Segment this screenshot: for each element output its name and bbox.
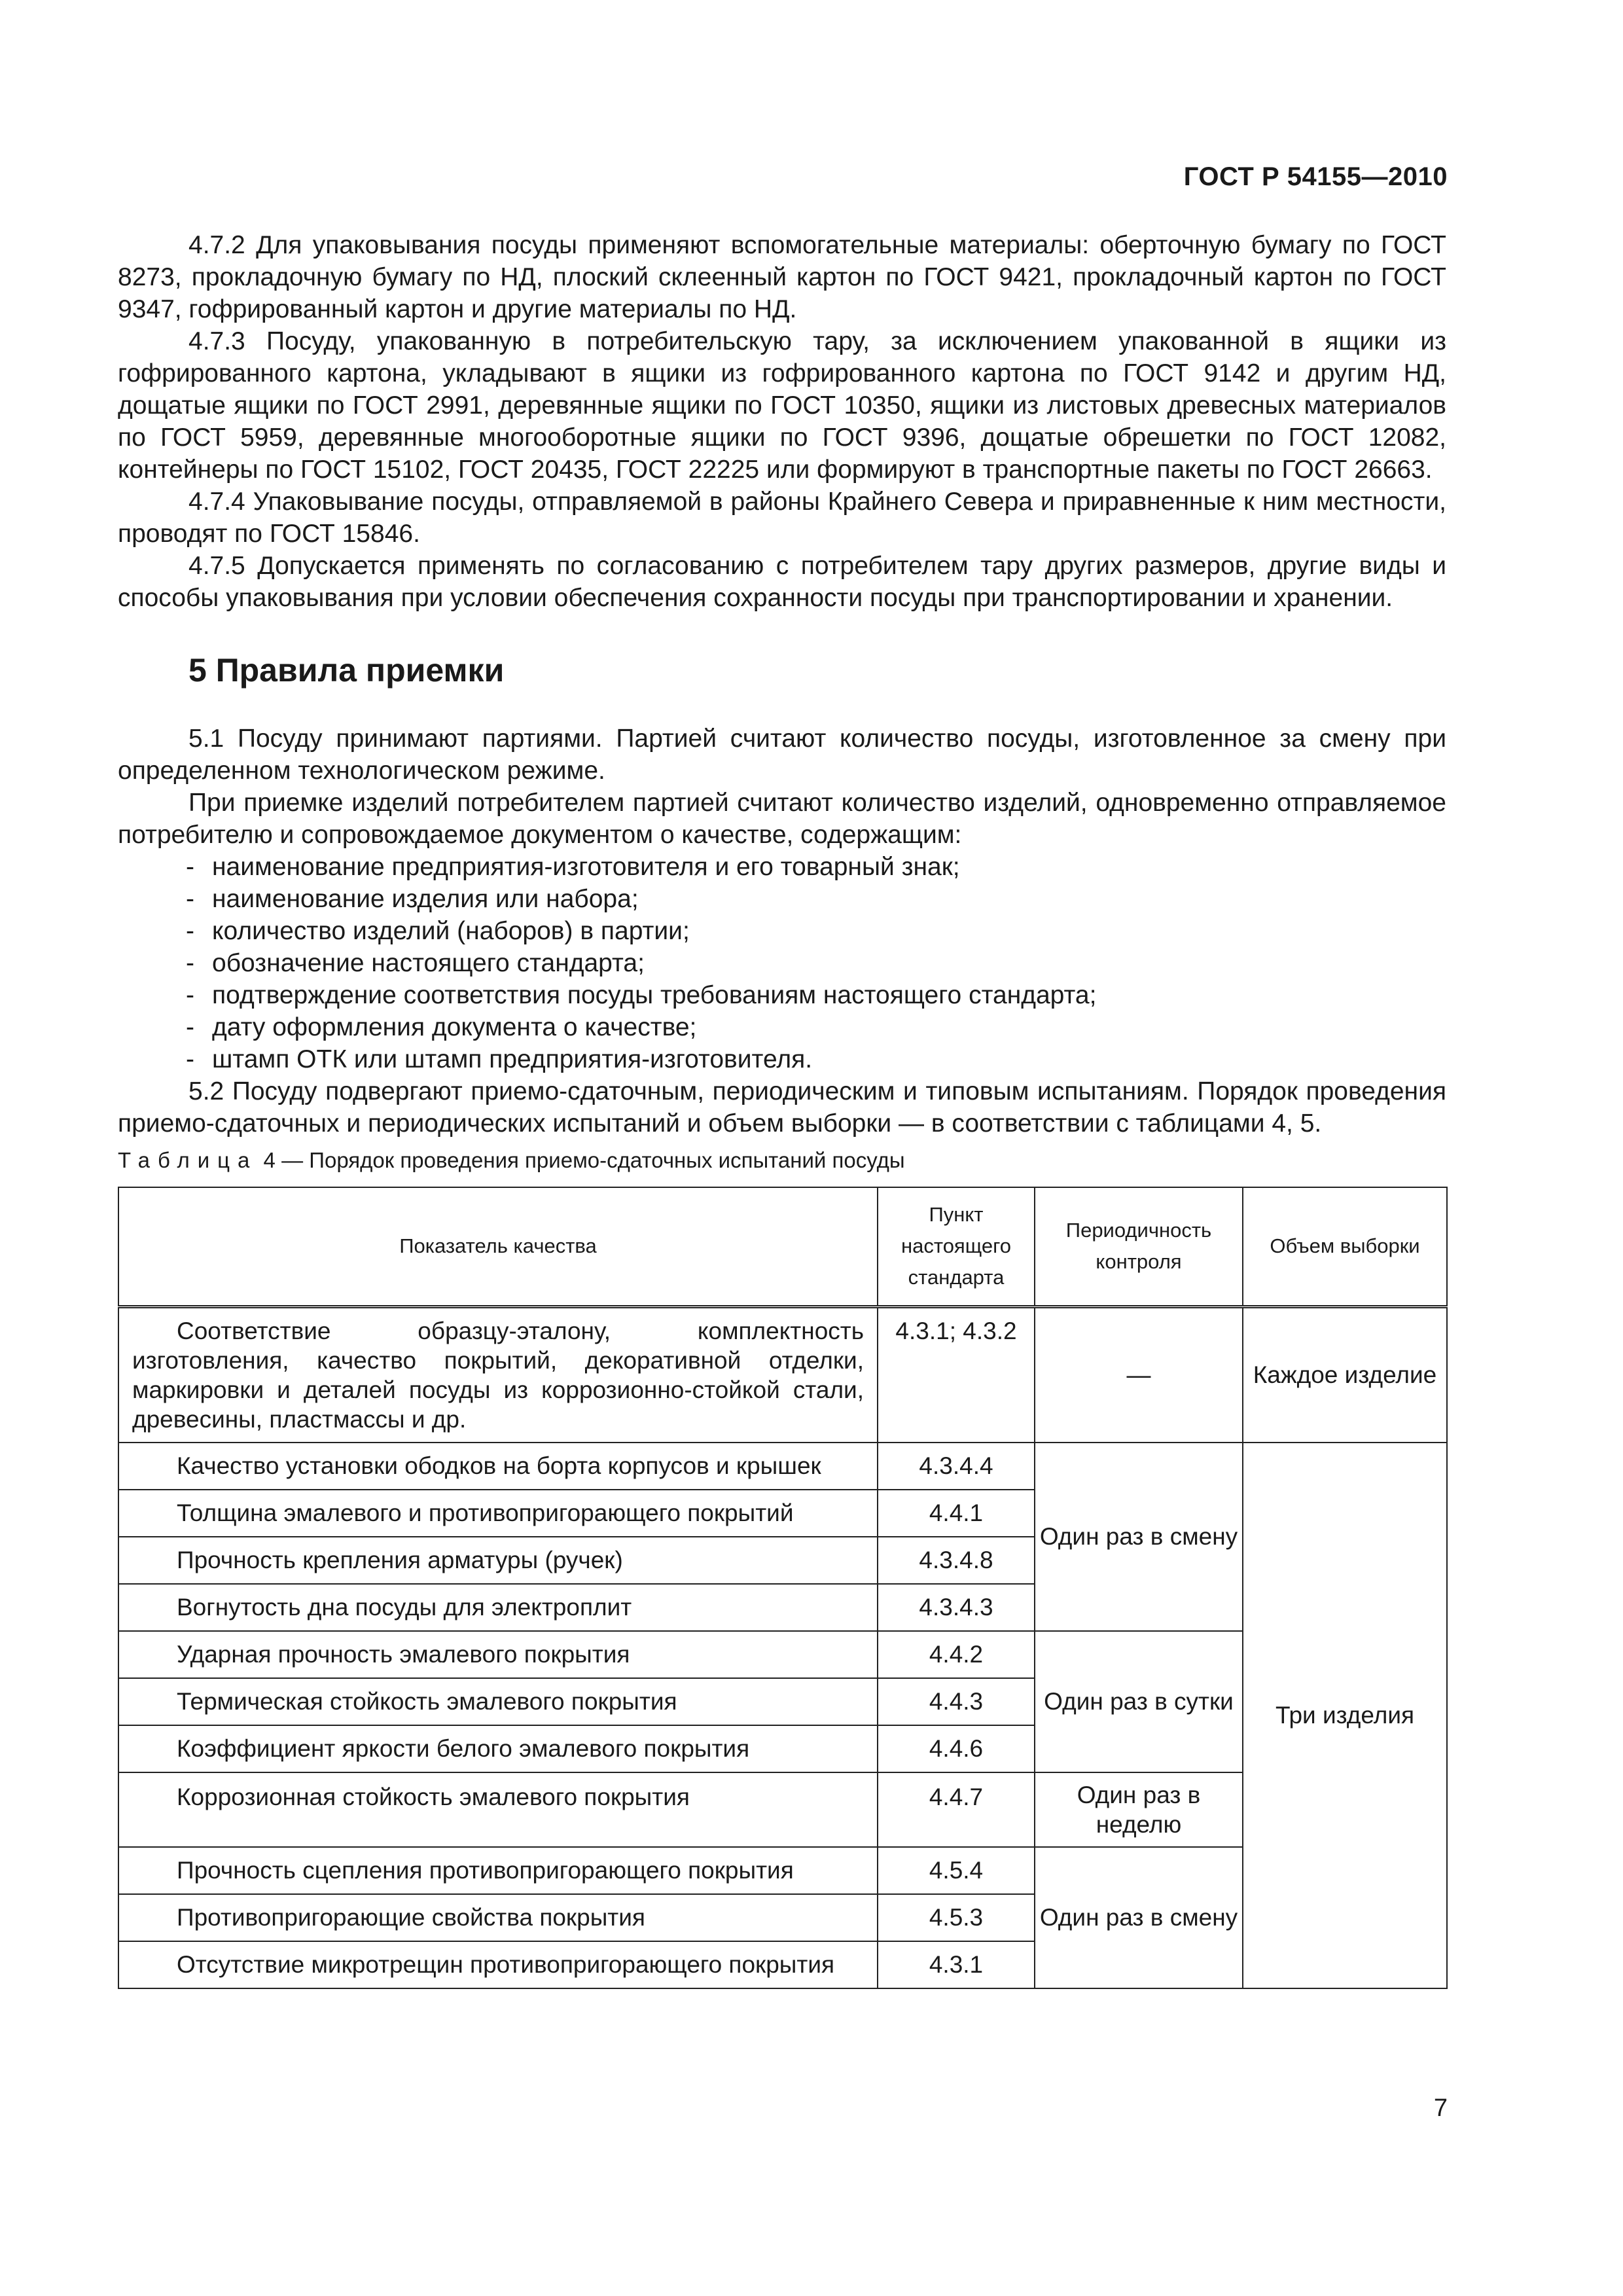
row-periodicity: — — [1035, 1306, 1243, 1443]
row-quality: Коэффициент яркости белого эмалевого покрытия — [118, 1725, 878, 1772]
row-clause: 4.4.2 — [878, 1631, 1035, 1678]
list-item: - количество изделий (наборов) в партии; — [186, 917, 690, 945]
row-clause: 4.3.1 — [878, 1941, 1035, 1988]
page-number: 7 — [1433, 2094, 1448, 2122]
row-clause: 4.4.1 — [878, 1490, 1035, 1537]
list-item: - подтверждение соответствия посуды требованиям настоящего стандарта; — [186, 981, 1097, 1009]
row-periodicity: Один раз в смену — [1035, 1443, 1243, 1631]
row-sample: Три изделия — [1243, 1443, 1447, 1988]
page-body — [118, 229, 1446, 1989]
paragraph-4-7-4: 4.7.4 Упаковывание посуды, отправляемой в районы Крайнего Севера и приравненные к ним местности, проводят по ГОСТ 15846. — [118, 488, 1446, 548]
paragraph-4-7-5: 4.7.5 Допускается применять по согласованию с потребителем тару других размеров, другие виды и способы упаковывания при условии обеспечения сохранности посуды при транспортировании и хранении. — [118, 552, 1446, 612]
table-caption — [118, 1147, 1446, 1174]
row-clause: 4.3.4.4 — [878, 1443, 1035, 1490]
row-quality: Коррозионная стойкость эмалевого покрытия — [118, 1772, 878, 1847]
row-periodicity: Один раз в сутки — [1035, 1631, 1243, 1772]
standard-code: ГОСТ Р 54155—2010 — [1183, 162, 1448, 191]
acceptance-tests-table — [118, 1187, 1448, 1989]
header-quality: Показатель качества — [118, 1187, 878, 1306]
list-item: - наименование изделия или набора; — [186, 885, 639, 913]
row-quality: Прочность крепления арматуры (ручек) — [118, 1537, 878, 1584]
row-clause: 4.3.4.8 — [878, 1537, 1035, 1584]
row-quality: Качество установки ободков на борта корпусов и крышек — [118, 1443, 878, 1490]
table-row — [118, 1306, 1447, 1443]
row-clause: 4.4.3 — [878, 1678, 1035, 1725]
row-clause: 4.5.4 — [878, 1847, 1035, 1894]
list-item: - штамп ОТК или штамп предприятия-изготовителя. — [186, 1045, 813, 1073]
table-caption-label: Таблица — [118, 1148, 258, 1172]
section-title: 5 Правила приемки — [188, 652, 505, 689]
paragraph-4-7-2: 4.7.2 Для упаковывания посуды применяют вспомогательные материалы: оберточную бумагу по ГОСТ 8273, прокладочную бумагу по НД, плоский склеенный картон по ГОСТ 9421, прокладочный картон по ГОСТ 9347, гофрированный картон и другие материалы по НД. — [118, 231, 1446, 323]
paragraph-5-1: 5.1 Посуду принимают партиями. Партией считают количество посуды, изготовленное за смену при определенном технологическом режиме. — [118, 725, 1446, 785]
row-clause: 4.4.7 — [878, 1772, 1035, 1847]
row-quality: Толщина эмалевого и противопригорающего покрытий — [118, 1490, 878, 1537]
header-clause: Пункт настоящего стандарта — [878, 1187, 1035, 1306]
row-quality: Прочность сцепления противопригорающего покрытия — [118, 1847, 878, 1894]
row-clause: 4.3.4.3 — [878, 1584, 1035, 1631]
row-clause: 4.4.6 — [878, 1725, 1035, 1772]
row-clause: 4.3.1; 4.3.2 — [878, 1306, 1035, 1443]
table-caption-text: 4 — Порядок проведения приемо-сдаточных испытаний посуды — [257, 1148, 905, 1172]
row-clause: 4.5.3 — [878, 1894, 1035, 1941]
paragraph-4-7-3: 4.7.3 Посуду, упакованную в потребительскую тару, за исключением упакованной в ящики из гофрированного картона, укладывают в ящики из гофрированного картона по ГОСТ 9142 и другим НД, дощатые ящики по ГОСТ 2991, деревянные ящики по ГОСТ 10350, ящики из листовых древесных материалов по ГОСТ 5959, деревянные многооборотные ящики по ГОСТ 9396, дощатые обрешетки по ГОСТ 12082, контейнеры по ГОСТ 15102, ГОСТ 20435, ГОСТ 22225 или формируют в транспортные пакеты по ГОСТ 26663. — [118, 327, 1446, 484]
table-header-row — [118, 1187, 1447, 1306]
row-quality: Вогнутость дна посуды для электроплит — [118, 1584, 878, 1631]
row-periodicity: Один раз в смену — [1035, 1847, 1243, 1988]
list-item: - наименование предприятия-изготовителя и его товарный знак; — [186, 853, 960, 881]
row-quality: Термическая стойкость эмалевого покрытия — [118, 1678, 878, 1725]
header-sample: Объем выборки — [1243, 1187, 1447, 1306]
paragraph-5-1-continued: При приемке изделий потребителем партией считают количество изделий, одновременно отправляемое потребителю и сопровождаемое документом о качестве, содержащим: — [118, 789, 1446, 849]
row-quality: Ударная прочность эмалевого покрытия — [118, 1631, 878, 1678]
row-quality: Соответствие образцу-эталону, комплектность изготовления, качество покрытий, декоративной отделки, маркировки и деталей посуды из коррозионно-стойкой стали, древесины, пластмассы и др. — [118, 1306, 878, 1443]
document-contents-list — [118, 851, 1446, 1075]
paragraph-5-2: 5.2 Посуду подвергают приемо-сдаточным, периодическим и типовым испытаниям. Порядок проведения приемо-сдаточных и периодических испытаний и объем выборки — в соответствии с таблицами 4, 5. — [118, 1077, 1446, 1138]
row-periodicity: Один раз в неделю — [1035, 1772, 1243, 1847]
row-quality: Противопригорающие свойства покрытия — [118, 1894, 878, 1941]
header-periodicity: Периодичность контроля — [1035, 1187, 1243, 1306]
list-item: - обозначение настоящего стандарта; — [186, 949, 645, 977]
row-sample: Каждое изделие — [1243, 1306, 1447, 1443]
table-row — [118, 1443, 1447, 1490]
row-quality: Отсутствие микротрещин противопригорающего покрытия — [118, 1941, 878, 1988]
list-item: - дату оформления документа о качестве; — [186, 1013, 697, 1041]
